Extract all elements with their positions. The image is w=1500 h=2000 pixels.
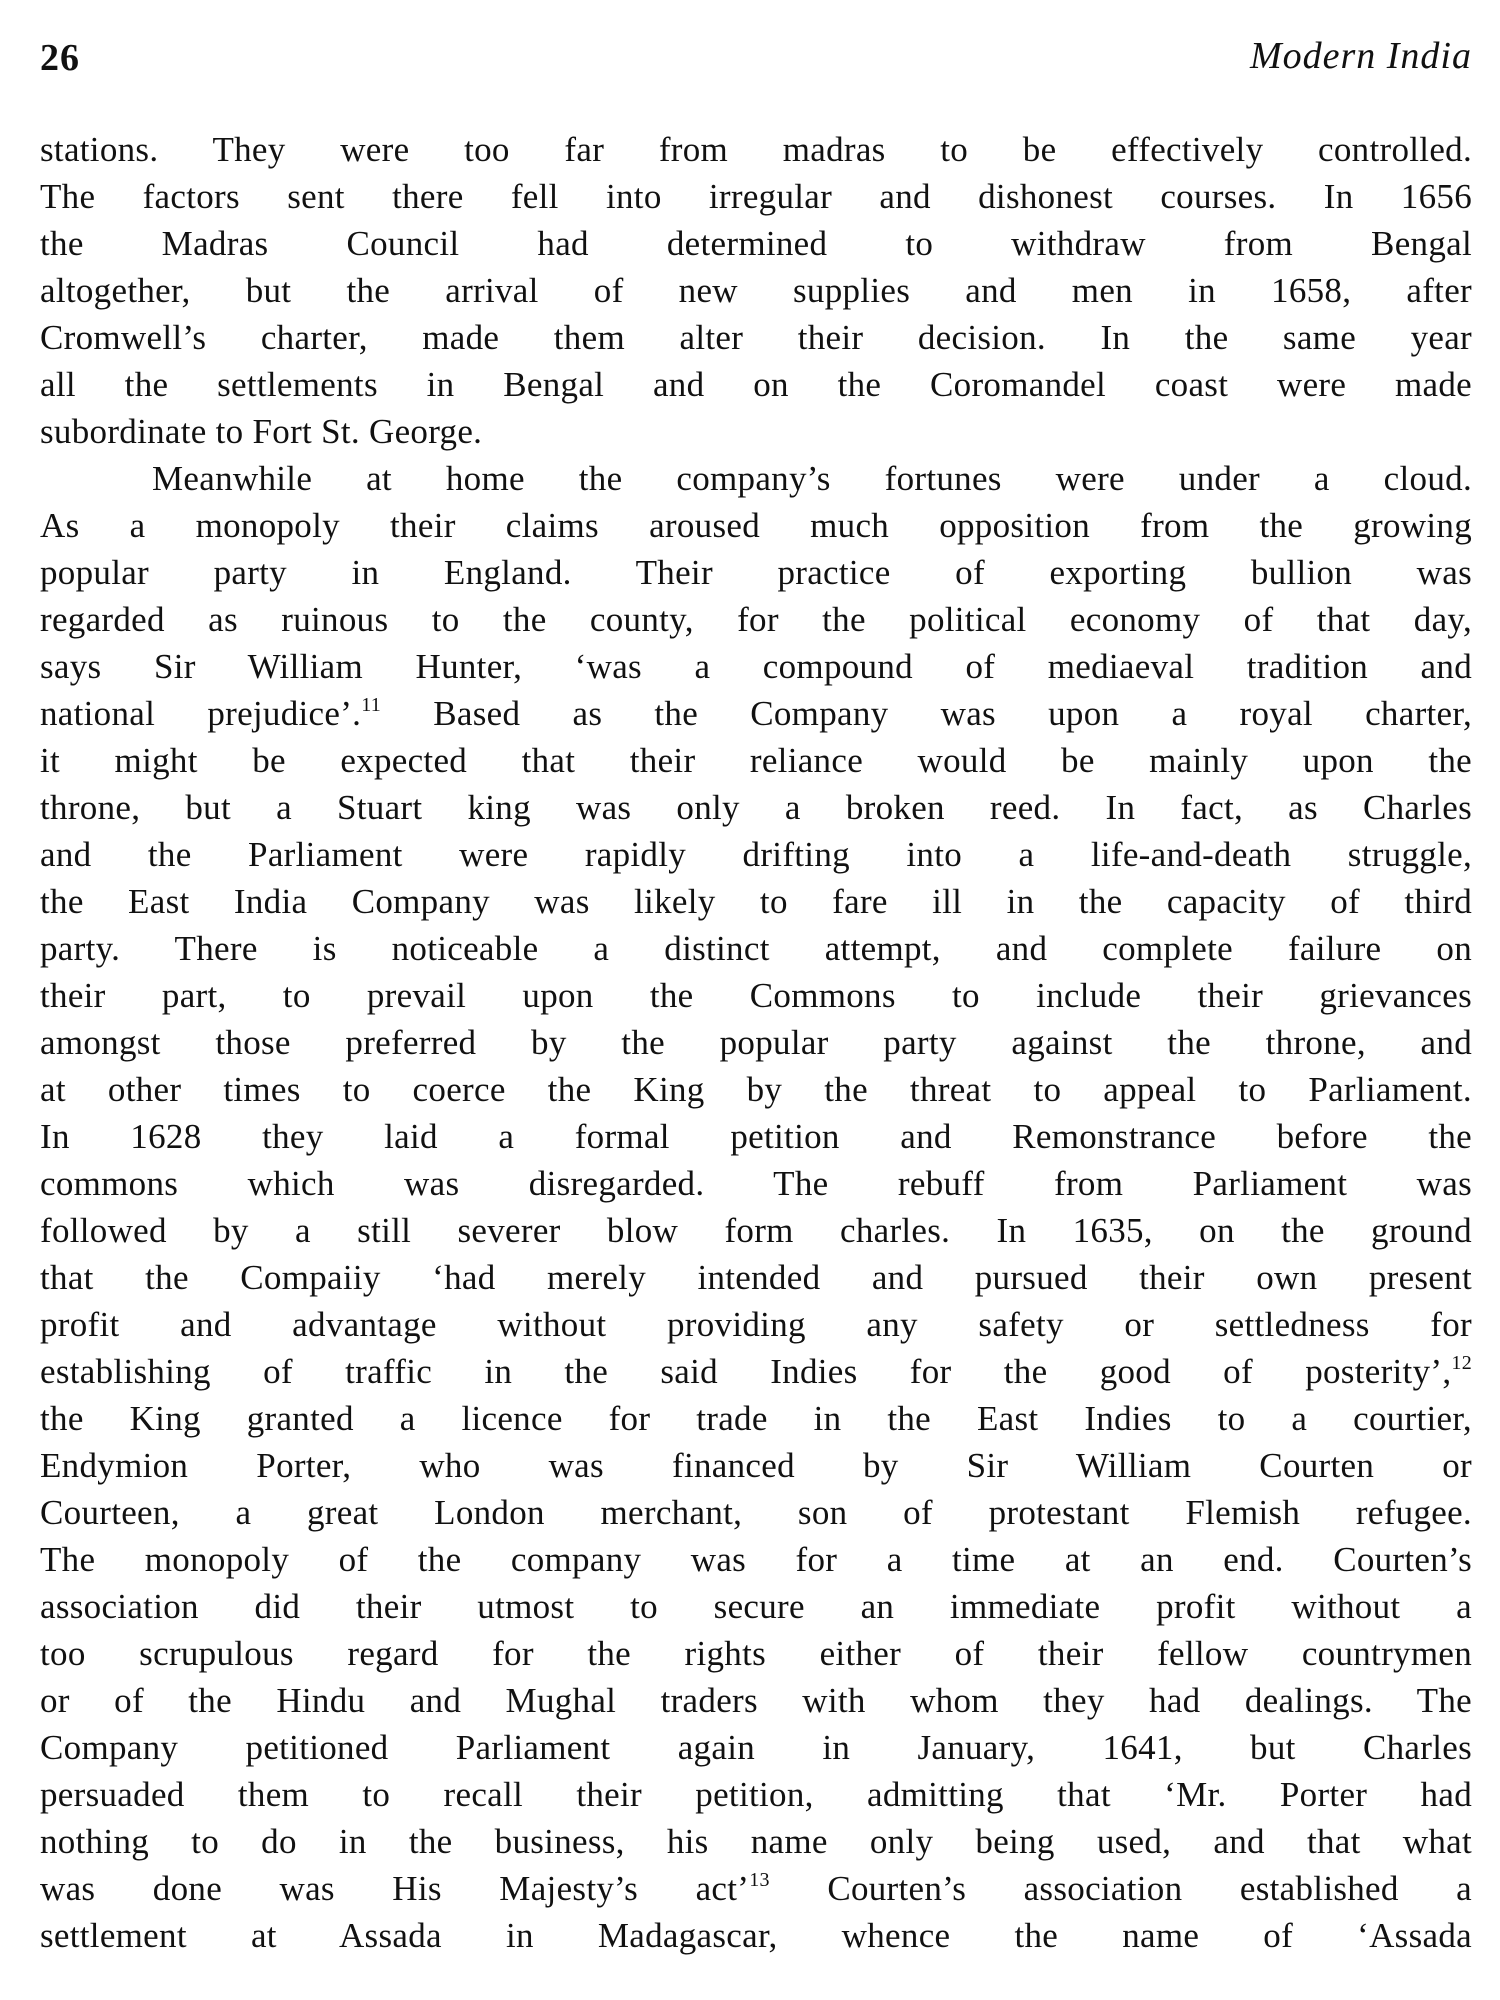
running-title: Modern India: [1249, 35, 1472, 77]
text-line: association did their utmost to secure an immediate profit without a: [40, 1587, 1472, 1626]
text-line: Meanwhile at home the company’s fortunes were under a cloud.: [152, 459, 1472, 498]
text-line: [40, 1865, 1472, 1912]
text-line: throne, but a Stuart king was only a broken reed. In fact, as Charles: [40, 788, 1472, 827]
text-line: or of the Hindu and Mughal traders with whom they had dealings. The: [40, 1681, 1472, 1720]
text-segment: Based as the Company was upon a royal charter,: [381, 694, 1472, 733]
text-line: their part, to prevail upon the Commons to include their grievances: [40, 976, 1472, 1015]
text-line: the East India Company was likely to fare ill in the capacity of third: [40, 882, 1472, 921]
text-line: In 1628 they laid a formal petition and Remonstrance before the: [40, 1117, 1472, 1156]
text-line: amongst those preferred by the popular party against the throne, and: [40, 1023, 1472, 1062]
text-line: party. There is noticeable a distinct attempt, and complete failure on: [40, 929, 1472, 968]
text-line: that the Compaiiy ‘had merely intended and pursued their own present: [40, 1258, 1472, 1297]
text-line: popular party in England. Their practice of exporting bullion was: [40, 553, 1472, 592]
text-line: at other times to coerce the King by the threat to appeal to Parliament.: [40, 1070, 1472, 1109]
text-line: Company petitioned Parliament again in January, 1641, but Charles: [40, 1728, 1472, 1767]
page-number: 26: [40, 37, 80, 79]
text-line: altogether, but the arrival of new supplies and men in 1658, after: [40, 271, 1472, 310]
text-line: settlement at Assada in Madagascar, whence the name of ‘Assada: [40, 1916, 1472, 1955]
text-line: [40, 1348, 1472, 1395]
text-line: Cromwell’s charter, made them alter their decision. In the same year: [40, 318, 1472, 357]
text-line: says Sir William Hunter, ‘was a compound of mediaeval tradition and: [40, 647, 1472, 686]
footnote-marker: 12: [1451, 1352, 1472, 1374]
text-line: profit and advantage without providing any safety or settledness for: [40, 1305, 1472, 1344]
text-line: The factors sent there fell into irregular and dishonest courses. In 1656: [40, 177, 1472, 216]
page-header: [40, 30, 1472, 90]
text-segment: national prejudice’.: [40, 694, 362, 733]
text-line: the King granted a licence for trade in the East Indies to a courtier,: [40, 1399, 1472, 1438]
text-line: the Madras Council had determined to withdraw from Bengal: [40, 224, 1472, 263]
body-text: [40, 126, 1472, 1959]
text-segment: Courten’s association established a: [769, 1869, 1472, 1908]
text-line: Courteen, a great London merchant, son of protestant Flemish refugee.: [40, 1493, 1472, 1532]
text-line: commons which was disregarded. The rebuff from Parliament was: [40, 1164, 1472, 1203]
text-line: The monopoly of the company was for a time at an end. Courten’s: [40, 1540, 1472, 1579]
text-segment: was done was His Majesty’s act’: [40, 1869, 750, 1908]
text-line: stations. They were too far from madras to be effectively controlled.: [40, 130, 1472, 169]
text-line: all the settlements in Bengal and on the Coromandel coast were made: [40, 365, 1472, 404]
text-line: As a monopoly their claims aroused much opposition from the growing: [40, 506, 1472, 545]
text-segment: establishing of traffic in the said Indies for the good of posterity’,: [40, 1352, 1452, 1391]
text-line: Endymion Porter, who was financed by Sir William Courten or: [40, 1446, 1472, 1485]
footnote-marker: 11: [361, 694, 382, 716]
paragraph-1: [40, 126, 1472, 455]
text-line: subordinate to Fort St. George.: [40, 412, 483, 451]
text-line: too scrupulous regard for the rights either of their fellow countrymen: [40, 1634, 1472, 1673]
text-line: and the Parliament were rapidly drifting into a life-and-death struggle,: [40, 835, 1472, 874]
text-line: [40, 690, 1472, 737]
text-line: it might be expected that their reliance would be mainly upon the: [40, 741, 1472, 780]
text-line: persuaded them to recall their petition, admitting that ‘Mr. Porter had: [40, 1775, 1472, 1814]
text-line: regarded as ruinous to the county, for the political economy of that day,: [40, 600, 1472, 639]
paragraph-2: [40, 455, 1472, 1959]
text-line: followed by a still severer blow form charles. In 1635, on the ground: [40, 1211, 1472, 1250]
text-line: nothing to do in the business, his name only being used, and that what: [40, 1822, 1472, 1861]
footnote-marker: 13: [749, 1869, 770, 1891]
